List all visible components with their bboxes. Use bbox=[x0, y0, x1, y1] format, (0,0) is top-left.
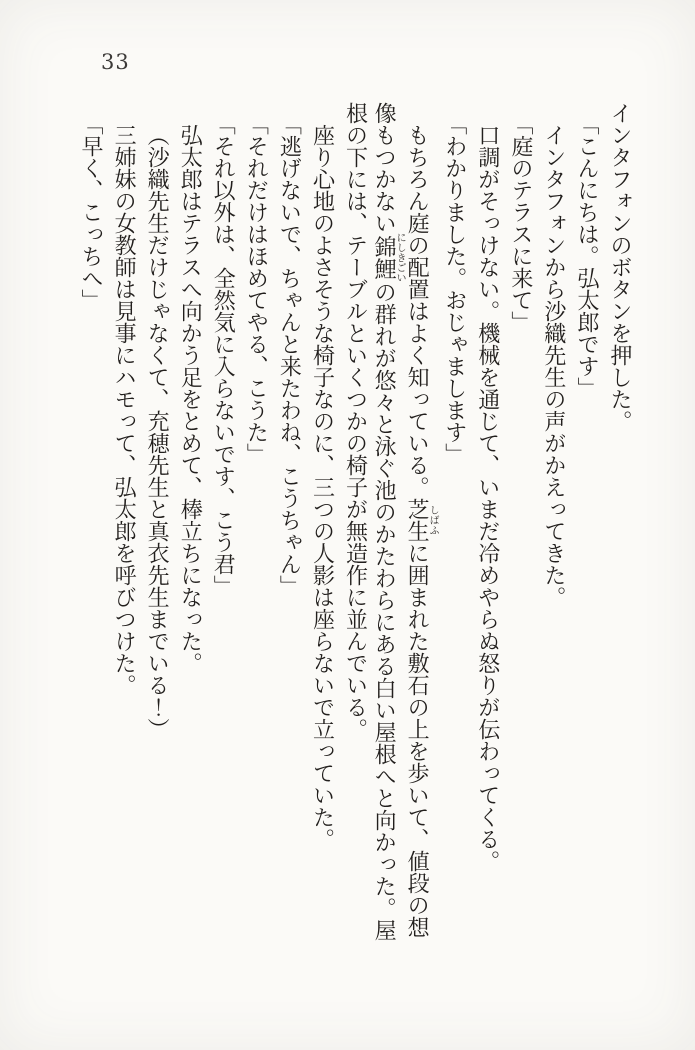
text-column: （沙織先生だけじゃなくて、充穂先生と真衣先生までいる！） bbox=[144, 124, 170, 740]
text-column: インタフォンのボタンを押した。 bbox=[607, 102, 632, 432]
text-column: 根の下には、テーブルといくつかの椅子が無造作に並んでいる。 bbox=[342, 102, 368, 740]
text-column: インタフォンから沙織先生の声がかえってきた。 bbox=[540, 124, 566, 608]
ruby-annotated-word: 錦鯉にしきごい bbox=[371, 232, 406, 283]
text-column: 口調がそっけない。機械を通じて、いまだ冷めやらぬ怒りが伝わってくる。 bbox=[474, 124, 500, 872]
text-column: 像もつかない錦鯉にしきごいの群れが悠々と泳ぐ池のかたわらにある白い屋根へと向かった。屋 bbox=[371, 102, 406, 941]
text-column: 「逃げないで、ちゃんと来たわね、こうちゃん」 bbox=[276, 113, 302, 597]
text-column: もちろん庭の配置はよく知っている。芝生しばふに囲まれた敷石の上を歩いて、値段の想 bbox=[404, 124, 439, 938]
text-column: 「それだけはほめてやる、こうた」 bbox=[243, 113, 269, 465]
page-number: 33 bbox=[101, 50, 130, 74]
text-column: 弘太郎はテラスへ向かう足をとめて、棒立ちになった。 bbox=[177, 124, 203, 674]
ruby-annotated-word: 芝生しばふ bbox=[404, 498, 439, 542]
text-columns bbox=[74, 102, 636, 1002]
text-column: 「庭のテラスに来て」 bbox=[507, 113, 533, 333]
text-column: 三姉妹の女教師は見事にハモって、弘太郎を呼びつけた。 bbox=[111, 124, 137, 696]
text-column: 「早く、こっちへ」 bbox=[78, 113, 103, 311]
text-column: 「こんにちは。弘太郎です」 bbox=[573, 113, 599, 399]
text-column: 「わかりました。おじゃまします」 bbox=[441, 113, 467, 465]
text-column: 「それ以外は、全然気に入らないです、こう君」 bbox=[210, 113, 236, 597]
text-column: 座り心地のよさそうな椅子なのに、三つの人影は座らないで立っていた。 bbox=[309, 124, 335, 850]
